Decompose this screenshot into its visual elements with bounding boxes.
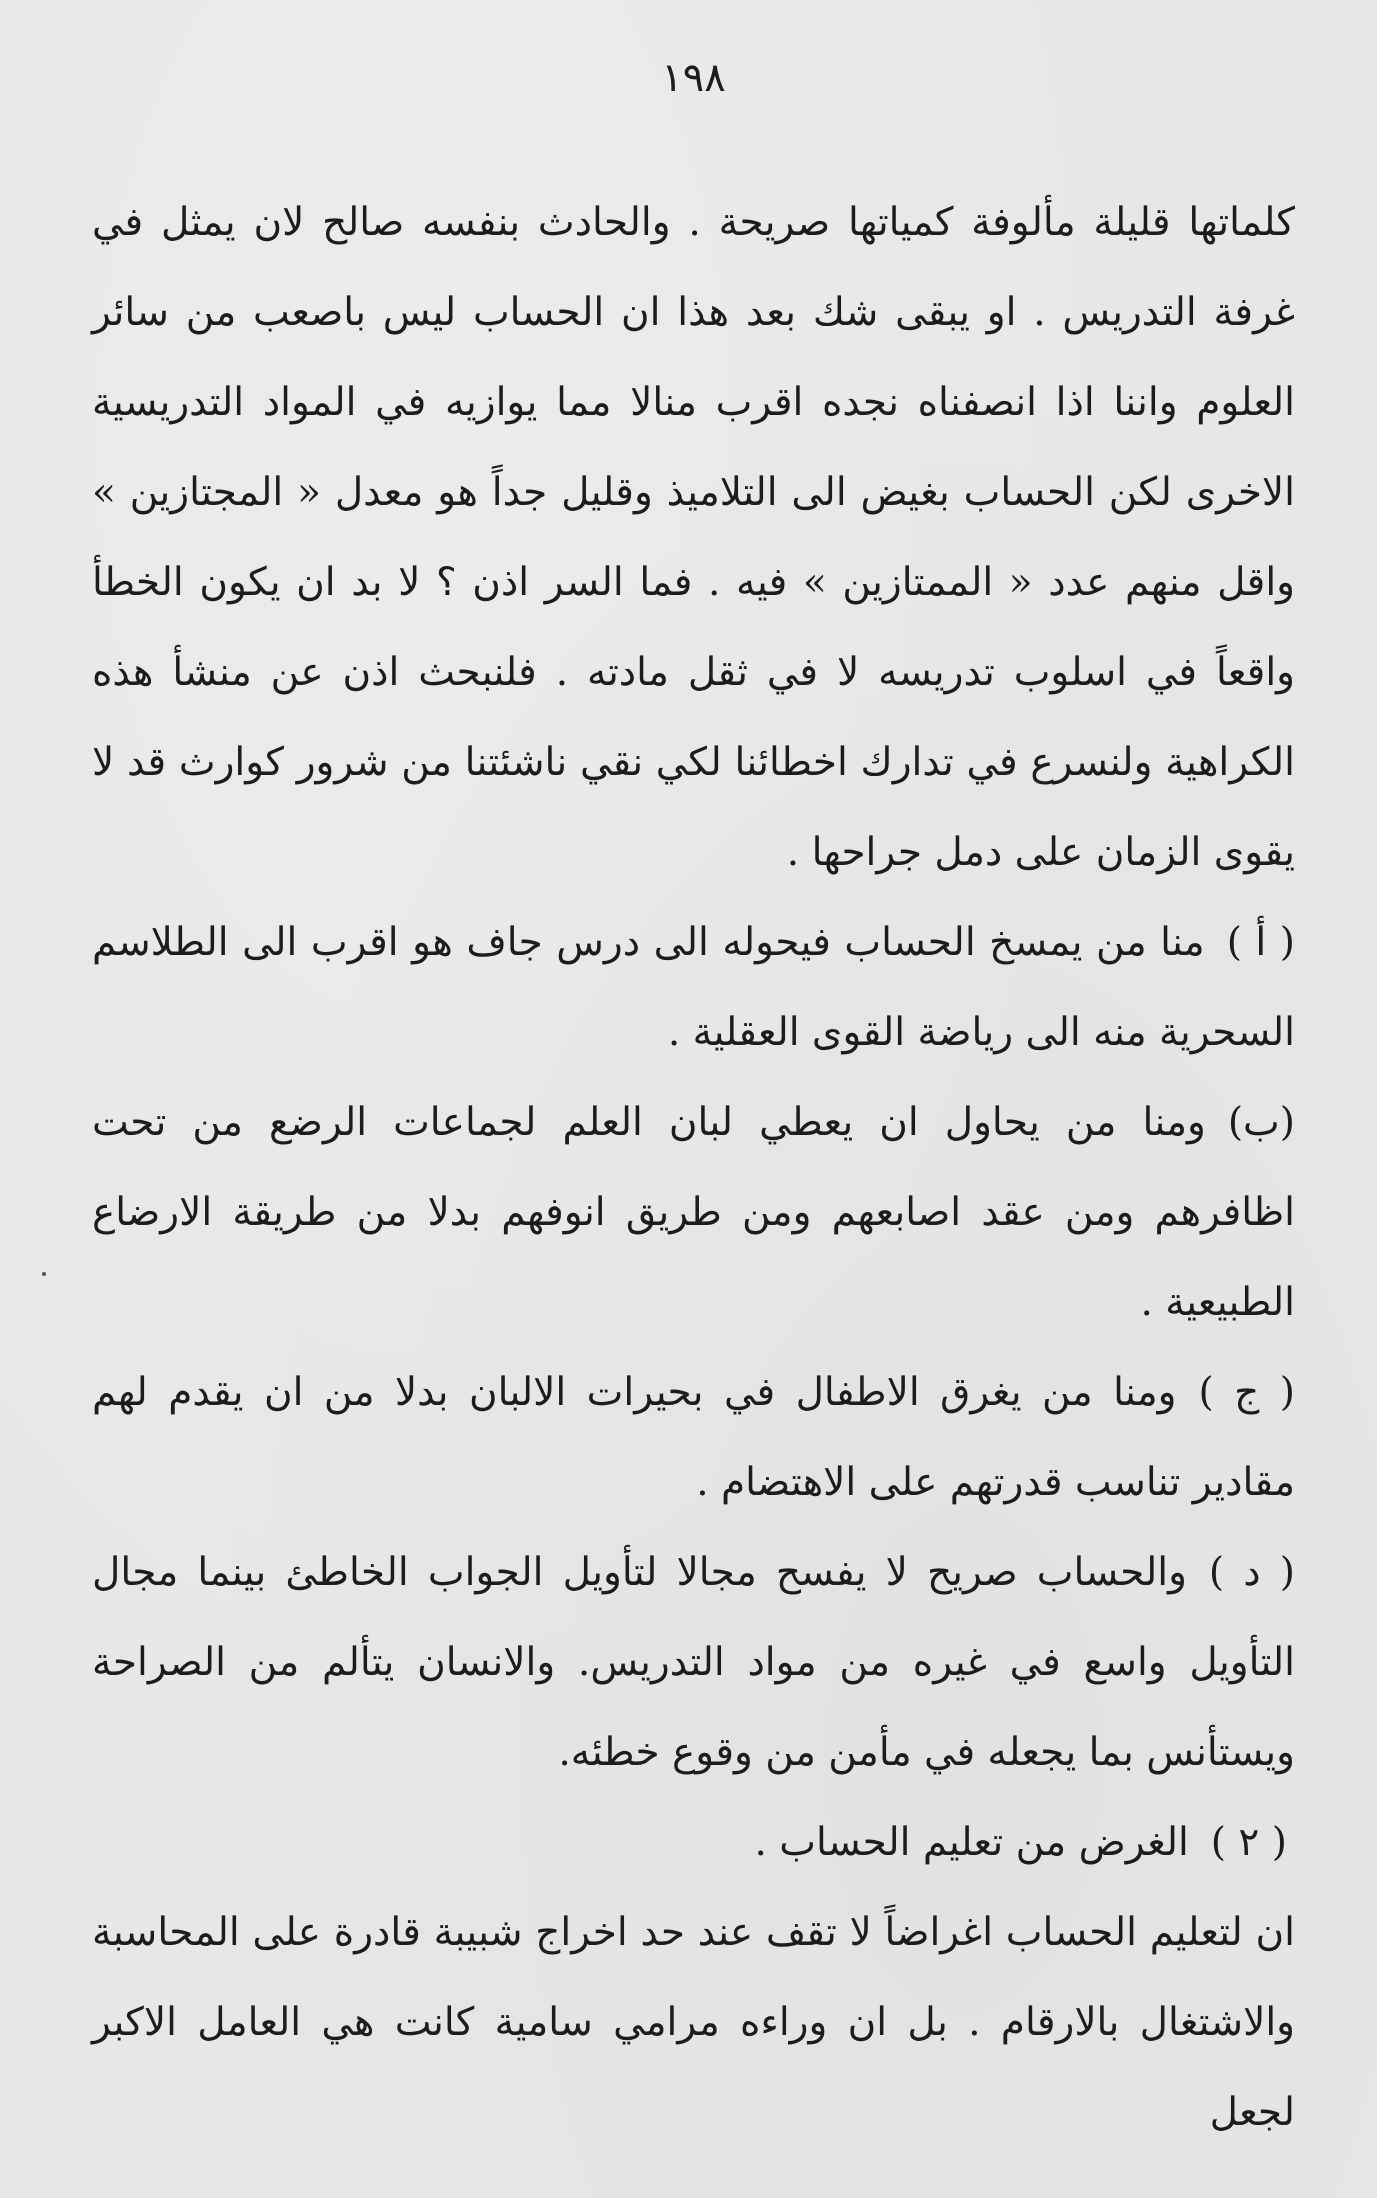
list-item-label: ( أ )	[1226, 920, 1296, 965]
page-body-text	[92, 178, 1295, 2158]
list-item-text: ومنا من يغرق الاطفال في بحيرات الالبان بدلا من ان يقدم لهم مقادير تناسب قدرتهم على الاهتضام .	[92, 1370, 1295, 1505]
print-speck	[42, 1272, 46, 1276]
list-item-text: ومنا من يحاول ان يعطي لبان العلم لجماعات الرضع من تحت اظافرهم ومن عقد اصابعهم ومن طريق انوفهم بدلا من طريقة الارضاع الطبيعية .	[92, 1100, 1295, 1325]
closing-paragraph: ان لتعليم الحساب اغراضاً لا تقف عند حد اخراج شبيبة قادرة على المحاسبة والاشتغال بالارقام . بل ان وراءه مرامي سامية كانت هي العامل الاكبر لجعل	[92, 1910, 1295, 2135]
list-item-dal	[92, 1528, 1295, 1798]
list-item-text: منا من يمسخ الحساب فيحوله الى درس جاف هو اقرب الى الطلاسم السحرية منه الى رياضة القوى العقلية .	[92, 920, 1295, 1055]
list-item-alef	[92, 898, 1295, 1078]
list-item-label: ( ج )	[1198, 1370, 1295, 1415]
section-title: الغرض من تعليم الحساب .	[754, 1820, 1189, 1865]
list-item-label: (ب)	[1227, 1100, 1295, 1145]
intro-paragraph: كلماتها قليلة مألوفة كمياتها صريحة . والحادث بنفسه صالح لان يمثل في غرفة التدريس . او يبقى شك بعد هذا ان الحساب ليس باصعب من سائر العلوم واننا اذا انصفناه نجده اقرب منالا مما يوازيه في المواد التدريسية الاخرى لكن الحساب بغيض الى التلاميذ وقليل جداً هو معدل « المجتازين » واقل منهم عدد « الممتازين » فيه . فما السر اذن ؟ لا بد ان يكون الخطأ واقعاً في اسلوب تدريسه لا في ثقل مادته . فلنبحث اذن عن منشأ هذه الكراهية ولنسرع في تدارك اخطائنا لكي نقي ناشئتنا من شرور كوارث قد لا يقوى الزمان على دمل جراحها .	[92, 200, 1295, 875]
section-number: ( ٢ )	[1210, 1820, 1287, 1865]
list-item-jeem	[92, 1348, 1295, 1528]
list-item-text: والحساب صريح لا يفسح مجالا لتأويل الجواب الخاطئ بينما مجال التأويل واسع في غيره من مواد التدريس. والانسان يتألم من الصراحة ويستأنس بما يجعله في مأمن من وقوع خطئه.	[92, 1550, 1295, 1775]
list-item-label: ( د )	[1208, 1550, 1296, 1595]
list-item-beh	[92, 1078, 1295, 1348]
section-heading	[92, 1798, 1295, 1888]
page-number: ١٩٨	[661, 55, 726, 101]
